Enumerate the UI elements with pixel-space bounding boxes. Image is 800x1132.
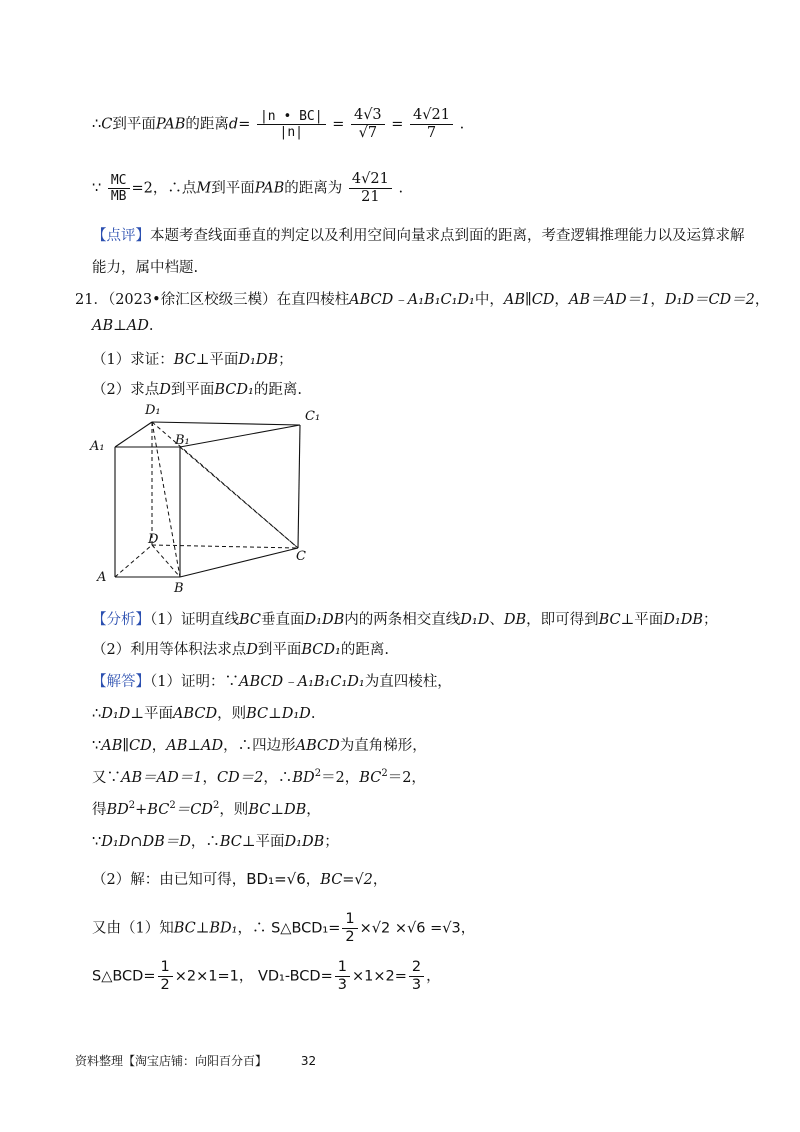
edge-d-c bbox=[152, 545, 298, 548]
text: 到平面 bbox=[112, 116, 156, 133]
equals: = bbox=[320, 968, 333, 985]
text: ， bbox=[372, 872, 388, 888]
math: ABCD﹣A₁B₁C₁D₁ bbox=[238, 674, 365, 690]
math: BC⊥DB bbox=[248, 802, 307, 818]
denominator: 2 bbox=[345, 929, 355, 946]
text: ， bbox=[202, 770, 217, 786]
text: 内的两条相交直线 bbox=[344, 612, 461, 628]
text: （2）求点 bbox=[92, 382, 160, 398]
solution-tag: 【解答】 bbox=[92, 674, 150, 690]
label-c: C bbox=[296, 549, 306, 564]
text: （2）利用等体积法求点 bbox=[92, 642, 247, 658]
label-d1: D₁ bbox=[145, 403, 161, 418]
fraction-vector bbox=[257, 110, 326, 140]
prism-figure bbox=[85, 400, 325, 600]
text: 又由（1）知 bbox=[92, 920, 174, 937]
sep: ， bbox=[754, 292, 770, 308]
numerator: 2 bbox=[409, 960, 424, 977]
exponent: 2 bbox=[128, 800, 136, 812]
fraction-mc-mb bbox=[108, 174, 130, 204]
text: ∵ bbox=[92, 834, 102, 850]
condition: D₁D＝CD＝2 bbox=[664, 292, 755, 308]
text: ，∴ bbox=[237, 920, 267, 937]
distance-m-line bbox=[92, 172, 403, 205]
text: 为直角梯形， bbox=[339, 738, 427, 754]
math: ×1×2= bbox=[351, 968, 407, 985]
text: ，∴ bbox=[263, 770, 293, 786]
text: （1）证明直线 bbox=[150, 612, 239, 628]
label-d: D bbox=[148, 532, 159, 547]
text: 、 bbox=[489, 612, 504, 628]
numerator: 1 bbox=[335, 960, 350, 977]
solution-line-8 bbox=[92, 912, 475, 945]
fraction-half bbox=[342, 912, 357, 945]
text: 得 bbox=[92, 802, 107, 818]
text: ， bbox=[426, 968, 441, 985]
text: ， bbox=[306, 802, 321, 818]
math: BC bbox=[219, 834, 242, 850]
exponent: 2 bbox=[314, 768, 322, 780]
denominator: 3 bbox=[411, 977, 422, 994]
math: D₁DB bbox=[663, 612, 704, 628]
math: BD bbox=[292, 770, 315, 786]
text: 垂直面 bbox=[261, 612, 305, 628]
math-bd1: BD₁=√6 bbox=[246, 870, 306, 888]
numerator: 1 bbox=[342, 912, 357, 929]
sep: ， bbox=[554, 292, 569, 308]
edge-d-b bbox=[152, 545, 180, 577]
label-c1: C₁ bbox=[305, 409, 321, 424]
math: D bbox=[246, 642, 258, 658]
var-d: d bbox=[228, 116, 239, 133]
fraction-3 bbox=[410, 108, 453, 141]
math: DB bbox=[503, 612, 527, 628]
math: D₁DB bbox=[304, 612, 345, 628]
label-a: A bbox=[97, 570, 107, 585]
text: . bbox=[310, 706, 316, 722]
edge-c-c1 bbox=[298, 425, 300, 548]
distance-c-line bbox=[92, 108, 464, 141]
problem-source: （2023•徐汇区校级三模）在直四棱柱 bbox=[107, 292, 350, 308]
edge-d1-c1 bbox=[152, 422, 300, 425]
solution-line-5 bbox=[92, 798, 321, 819]
math: D₁D bbox=[460, 612, 490, 628]
math: ＝CD bbox=[175, 802, 213, 818]
text: 中， bbox=[474, 292, 504, 308]
text: 到平面 bbox=[170, 382, 215, 398]
question-1 bbox=[92, 348, 293, 369]
equals: = bbox=[238, 116, 251, 133]
math: BC bbox=[359, 770, 382, 786]
exponent: 2 bbox=[212, 800, 220, 812]
review-tag: 【点评】 bbox=[92, 228, 150, 244]
footer-text: 资料整理【淘宝店铺：向阳百分百】 bbox=[75, 1054, 268, 1068]
analysis-line-2 bbox=[92, 638, 389, 659]
fraction-2 bbox=[351, 108, 385, 141]
math: BC bbox=[598, 612, 621, 628]
denominator: 3 bbox=[337, 977, 347, 994]
label-a1: A₁ bbox=[90, 439, 105, 454]
problem-statement-cont bbox=[92, 318, 153, 334]
denominator: √7 bbox=[358, 125, 378, 142]
math: BCD₁ bbox=[214, 382, 254, 398]
condition: AB＝AD＝1 bbox=[568, 292, 651, 308]
text: ⊥平面 bbox=[620, 612, 664, 628]
review-text: 能力，属中档题. bbox=[92, 260, 199, 276]
denominator: 21 bbox=[361, 189, 380, 206]
analysis-line-1 bbox=[92, 608, 718, 629]
text: ， bbox=[151, 738, 167, 754]
edge-b1-c1 bbox=[180, 425, 300, 447]
edge-b-c bbox=[180, 548, 298, 577]
area-symbol: S△BCD₁ bbox=[271, 920, 329, 937]
text: ， bbox=[460, 920, 476, 937]
text: 的距离. bbox=[340, 642, 389, 658]
condition: AB∥CD bbox=[503, 292, 555, 308]
exponent: 2 bbox=[169, 800, 176, 812]
exponent: 2 bbox=[381, 768, 388, 780]
question-2 bbox=[92, 378, 302, 399]
equals: = bbox=[391, 116, 404, 133]
numerator: MC bbox=[108, 174, 130, 190]
text: 到平面 bbox=[211, 180, 255, 197]
fraction-third bbox=[335, 960, 350, 993]
denominator: MB bbox=[110, 189, 127, 205]
review-text: 本题考查线面垂直的判定以及利用空间向量求点到面的距离，考查逻辑推理能力以及运算求解 bbox=[150, 228, 745, 244]
math: AB⊥AD bbox=[166, 738, 224, 754]
numerator: 4√21 bbox=[410, 108, 453, 125]
period: . bbox=[148, 318, 154, 334]
solution-line-1 bbox=[92, 670, 452, 691]
math: AB∥CD bbox=[101, 738, 152, 754]
math: D bbox=[159, 382, 171, 398]
text: 的距离. bbox=[253, 382, 302, 398]
edge-a1-d1 bbox=[115, 422, 152, 447]
text: ∴ bbox=[92, 706, 102, 722]
equals: = bbox=[332, 116, 345, 133]
page-footer bbox=[75, 1052, 316, 1069]
math: BC⊥BD₁ bbox=[173, 920, 238, 937]
denominator: 2 bbox=[160, 977, 170, 994]
numerator: 1 bbox=[158, 960, 173, 977]
text: ＝2， bbox=[321, 770, 360, 786]
math: D₁D bbox=[101, 706, 131, 722]
text: （1）证明：∵ bbox=[150, 674, 239, 690]
text: ，∴ bbox=[190, 834, 220, 850]
solution-line-3 bbox=[92, 734, 427, 755]
analysis-tag: 【分析】 bbox=[92, 612, 150, 628]
review-line-2 bbox=[92, 256, 198, 277]
fraction-two-thirds bbox=[409, 960, 424, 993]
edge-a-d bbox=[115, 545, 152, 577]
math: ABCD bbox=[172, 706, 218, 722]
text: ⊥平面 bbox=[195, 352, 239, 368]
solution-line-2 bbox=[92, 702, 315, 723]
text: ，则 bbox=[219, 802, 249, 818]
math: BC bbox=[238, 612, 262, 628]
text: ； bbox=[703, 612, 718, 628]
text: ， bbox=[238, 968, 254, 985]
text: ； bbox=[278, 352, 293, 368]
math: BC⊥D₁D bbox=[246, 706, 311, 722]
problem-statement bbox=[75, 288, 769, 309]
text: ⊥平面 bbox=[130, 706, 173, 722]
volume-symbol: VD₁-BCD bbox=[257, 968, 321, 985]
problem-number: 21． bbox=[75, 292, 108, 308]
text: ，则 bbox=[217, 706, 247, 722]
sep: ， bbox=[650, 292, 665, 308]
text: 的距离 bbox=[185, 116, 229, 133]
text: 为直四棱柱， bbox=[364, 674, 452, 690]
text: ∵ bbox=[92, 738, 102, 754]
point-m: M bbox=[196, 180, 212, 197]
math: D₁DB bbox=[238, 352, 279, 368]
text: ； bbox=[324, 834, 339, 850]
text: ， bbox=[305, 872, 321, 888]
math: ABCD bbox=[295, 738, 340, 754]
because-symbol: ∵ bbox=[92, 180, 102, 197]
text: （2）解：由已知可得， bbox=[92, 872, 247, 888]
text: ，即可得到 bbox=[526, 612, 599, 628]
label-b1: B₁ bbox=[175, 433, 190, 448]
math: ×√2 ×√6 =√3 bbox=[359, 920, 461, 937]
fraction-result bbox=[349, 172, 392, 205]
math: D₁DB bbox=[284, 834, 325, 850]
period: . bbox=[398, 180, 404, 197]
text: 的距离为 bbox=[284, 180, 343, 197]
area-symbol: S△BCD bbox=[92, 968, 144, 985]
review-line-1 bbox=[92, 224, 745, 245]
prism-name: ABCD﹣A₁B₁C₁D₁ bbox=[349, 292, 475, 308]
denominator: |n| bbox=[279, 125, 304, 141]
math: D₁D∩DB＝D bbox=[101, 834, 191, 850]
numerator: 4√3 bbox=[351, 108, 385, 125]
point-c: C bbox=[101, 116, 113, 133]
math: ×2×1=1 bbox=[174, 968, 239, 985]
label-b: B bbox=[174, 581, 184, 596]
text: ，∴四边形 bbox=[223, 738, 296, 754]
math-bc: BC=√2 bbox=[320, 872, 373, 888]
equals: = bbox=[143, 968, 156, 985]
math: BD bbox=[106, 802, 129, 818]
therefore-symbol: ∴ bbox=[92, 116, 102, 133]
math: CD＝2 bbox=[216, 770, 264, 786]
solution-line-6 bbox=[92, 830, 339, 851]
text: （1）求证： bbox=[92, 352, 174, 368]
solution-line-4 bbox=[92, 766, 426, 787]
solution-line-7 bbox=[92, 868, 387, 889]
condition: AB⊥AD bbox=[92, 318, 149, 334]
plane-pab: PAB bbox=[155, 116, 186, 133]
text: 到平面 bbox=[257, 642, 302, 658]
page-number: 32 bbox=[300, 1054, 317, 1068]
denominator: 7 bbox=[426, 125, 437, 142]
math: +BC bbox=[135, 802, 170, 818]
period: . bbox=[459, 116, 465, 133]
numerator: 4√21 bbox=[349, 172, 392, 189]
text: ⊥平面 bbox=[241, 834, 285, 850]
math: AB＝AD＝1 bbox=[121, 770, 203, 786]
solution-line-9 bbox=[92, 960, 441, 993]
text: ＝2， bbox=[387, 770, 426, 786]
plane-pab: PAB bbox=[254, 180, 285, 197]
text: 又∵ bbox=[92, 770, 121, 786]
equals: = bbox=[328, 920, 341, 937]
text: =2，∴点 bbox=[131, 180, 197, 197]
fraction-half bbox=[158, 960, 173, 993]
numerator: |n • BC| bbox=[257, 110, 326, 126]
math: BCD₁ bbox=[301, 642, 341, 658]
math: BC bbox=[173, 352, 196, 368]
